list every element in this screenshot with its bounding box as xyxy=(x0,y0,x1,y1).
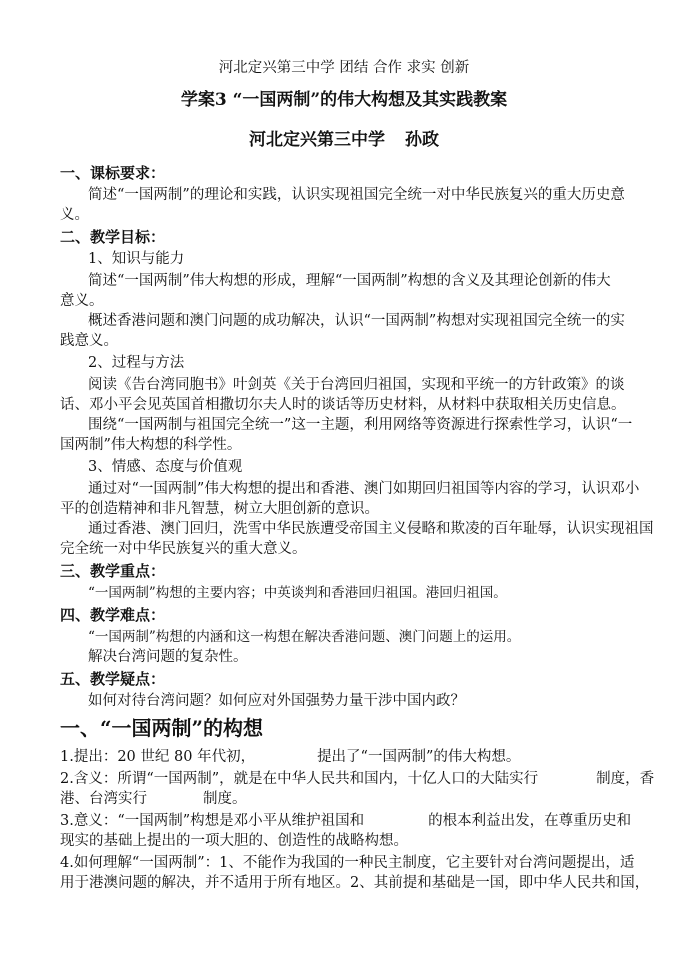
concept-item-meaning-cont: 港、台湾实行 制度。 xyxy=(60,791,247,807)
part-heading-concept: 一、“一国两制”的构想 xyxy=(60,716,264,740)
concept-item-significance-cont: 现实的基础上提出的一项大胆的、创造性的战略构想。 xyxy=(60,833,408,849)
attitude-line-2: 平的创造精神和非凡智慧，树立大胆创新的意识。 xyxy=(60,501,379,517)
page-title: 学案3 “一国两制”的伟大构想及其实践教案 xyxy=(180,90,508,110)
concept-item-meaning: 2.含义：所谓“一国两制”，就是在中华人民共和国内，十亿人口的大陆实行 制度，香 xyxy=(60,771,655,787)
section-heading-objectives: 二、教学目标： xyxy=(60,228,166,246)
doubts-line-1: 如何对待台湾问题？如何应对外国强势力量干涉中国内政？ xyxy=(88,693,465,709)
attitude-line-3: 通过香港、澳门回归，洗雪中华民族遭受帝国主义侵略和欺凌的百年耻辱，认识实现祖国 xyxy=(88,521,654,537)
process-line-1: 阅读《告台湾同胞书》叶剑英《关于台湾回归祖国，实现和平统一的方针政策》的谈 xyxy=(88,377,625,393)
section-heading-key-points: 三、教学重点： xyxy=(60,562,166,580)
concept-item-understanding-cont: 用于港澳问题的解决，并不适用于所有地区。2、其前提和基础是一国，即中华人民共和国， xyxy=(60,875,650,891)
knowledge-line-2: 意义。 xyxy=(60,293,104,309)
author-name: 孙政 xyxy=(405,130,439,150)
key-points-line-1: “一国两制”构想的主要内容；中英谈判和香港回归祖国。港回归祖国。 xyxy=(88,585,507,601)
objective-sub-knowledge: 1、知识与能力 xyxy=(88,251,185,267)
curriculum-line-2: 义。 xyxy=(60,207,89,223)
objective-sub-attitude: 3、情感、态度与价值观 xyxy=(88,459,243,475)
knowledge-line-1: 简述“一国两制”伟大构想的形成，理解“一国两制”构想的含义及其理论创新的伟大 xyxy=(88,273,611,289)
section-heading-doubts: 五、教学疑点： xyxy=(60,670,166,688)
concept-item-significance: 3.意义：“一国两制”构想是邓小平从维护祖国和 的根本利益出发，在尊重历史和 xyxy=(60,813,632,829)
objective-sub-process: 2、过程与方法 xyxy=(88,355,185,371)
curriculum-line-1: 简述“一国两制”的理论和实践，认识实现祖国完全统一对中华民族复兴的重大历史意 xyxy=(88,187,625,203)
concept-item-understanding: 4.如何理解“一国两制”：1、不能作为我国的一种民主制度，它主要针对台湾问题提出，适 xyxy=(60,855,635,871)
attitude-line-1: 通过对“一国两制”伟大构想的提出和香港、澳门如期回归祖国等内容的学习，认识邓小 xyxy=(88,481,640,497)
process-line-3: 围绕“一国两制与祖国完全统一”这一主题，利用网络等资源进行探索性学习，认识“一 xyxy=(88,417,633,433)
author-line xyxy=(0,130,688,150)
attitude-line-4: 完全统一对中华民族复兴的重大意义。 xyxy=(60,541,307,557)
author-school: 河北定兴第三中学 xyxy=(249,130,385,150)
school-motto-header: 河北定兴第三中学 团结 合作 求实 创新 xyxy=(218,60,470,76)
knowledge-line-4: 践意义。 xyxy=(60,333,118,349)
difficulties-line-2: 解决台湾问题的复杂性。 xyxy=(88,649,248,665)
process-line-4: 国两制”伟大构想的科学性。 xyxy=(60,437,242,453)
section-heading-curriculum: 一、课标要求： xyxy=(60,164,166,182)
process-line-2: 话、邓小平会见英国首相撒切尔夫人时的谈话等历史材料，从材料中获取相关历史信息。 xyxy=(60,397,626,413)
difficulties-line-1: “一国两制”构想的内涵和这一构想在解决香港问题、澳门问题上的运用。 xyxy=(88,629,521,645)
knowledge-line-3: 概述香港问题和澳门问题的成功解决，认识“一国两制”构想对实现祖国完全统一的实 xyxy=(88,313,625,329)
section-heading-difficulties: 四、教学难点： xyxy=(60,606,166,624)
concept-item-proposal: 1.提出：20 世纪 80 年代初， 提出了“一国两制”的伟大构想。 xyxy=(60,749,521,765)
